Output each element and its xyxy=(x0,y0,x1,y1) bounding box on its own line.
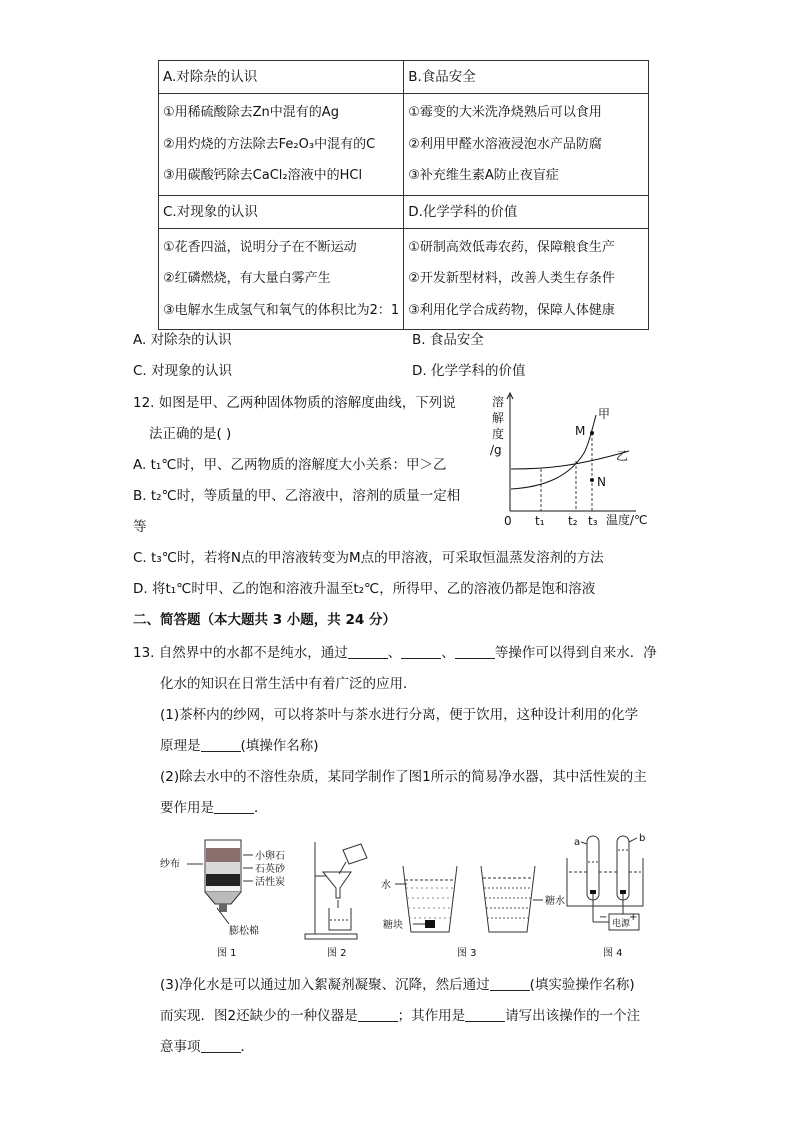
answer-blank[interactable] xyxy=(201,737,241,752)
answer-blank[interactable] xyxy=(465,1007,505,1022)
q12-option-b-line1: B. t₂℃时，等质量的甲、乙溶液中，溶剂的质量一定相 xyxy=(133,488,461,504)
point-m xyxy=(590,431,594,435)
fig4-label-a: a xyxy=(574,837,581,848)
q13-p1-line2 xyxy=(160,736,319,756)
cell-c-body xyxy=(159,228,404,330)
text-span: ；其作用是 xyxy=(397,1008,466,1024)
cell-a-row: ①用稀硫酸除去Zn中混有的Ag xyxy=(163,105,339,120)
fig4-label-minus: − xyxy=(599,912,608,923)
text-span: (填操作名称) xyxy=(240,738,319,754)
sand-layer xyxy=(206,862,240,874)
curve-label-b: 乙 xyxy=(616,449,629,463)
fig3-label-sugarwater: 糖水 xyxy=(545,896,565,907)
q13-p1-line1: (1)茶杯内的纱网，可以将茶叶与茶水进行分离，便于饮用，这种设计利用的化学 xyxy=(160,707,639,723)
cell-b-body xyxy=(404,94,649,196)
text-span: (3)净化水是可以通过加入絮凝剂凝聚、沉降，然后通过 xyxy=(160,977,490,993)
answer-blank[interactable] xyxy=(455,644,495,659)
fig1-label-pebble: 小卵石 xyxy=(255,851,285,862)
fig1-label-carbon: 活性炭 xyxy=(255,877,285,888)
q11-option-a: A. 对除杂的认识 xyxy=(133,332,232,348)
q13-line1-pre: 13. 自然界中的水都不是纯水，通过 xyxy=(133,645,348,661)
answer-blank[interactable] xyxy=(348,644,388,659)
text-span: 而实现．图2还缺少的一种仪器是 xyxy=(160,1008,358,1024)
cell-c-header: C.对现象的认识 xyxy=(159,195,404,228)
fig1-label-cotton: 膨松棉 xyxy=(229,926,259,937)
q13-p2-line1: (2)除去水中的不溶性杂质，某同学制作了图1所示的简易净水器，其中活性炭的主 xyxy=(160,769,647,785)
q13-line1 xyxy=(133,643,657,663)
cotton-layer xyxy=(206,886,240,891)
q12-option-c: C. t₃℃时，若将N点的甲溶液转变为M点的甲溶液，可采取恒温蒸发溶剂的方法 xyxy=(133,550,604,566)
text-span: 原理是 xyxy=(160,738,201,754)
text-span: ． xyxy=(240,1039,254,1055)
q11-option-d: D. 化学学科的价值 xyxy=(412,363,526,379)
option-table xyxy=(158,60,649,330)
graph-tick-t3: t₃ xyxy=(588,514,598,528)
fig2-caption: 图 2 xyxy=(327,948,347,959)
q13-p2-line2 xyxy=(160,798,268,818)
fig4-label-plus: + xyxy=(629,912,638,923)
q13-p3-line2 xyxy=(160,1006,640,1026)
point-label-m: M xyxy=(575,424,586,438)
fig1-label-gauze: 纱布 xyxy=(160,859,180,870)
solubility-graph xyxy=(484,385,674,535)
cell-a-header: A.对除杂的认识 xyxy=(159,61,404,94)
q13-p3-line3 xyxy=(160,1037,254,1057)
text-span: (填实验操作名称) xyxy=(529,977,635,993)
fig3-label-water: 水 xyxy=(381,880,391,891)
cell-d-row: ①研制高效低毒农药，保障粮食生产 xyxy=(408,239,615,255)
carbon-layer xyxy=(206,874,240,886)
answer-blank[interactable] xyxy=(358,1007,398,1022)
cell-b-row: ②利用甲醛水溶液浸泡水产品防腐 xyxy=(408,136,602,152)
answer-blank[interactable] xyxy=(201,1038,241,1053)
fig4-label-b: b xyxy=(639,833,646,844)
graph-xlabel: 温度/℃ xyxy=(606,513,648,527)
graph-ylabel: 溶 xyxy=(492,395,505,409)
graph-ylabel: 解 xyxy=(492,411,505,425)
cell-b-header: B.食品安全 xyxy=(404,61,649,94)
cell-d-row: ②开发新型材料，改善人类生存条件 xyxy=(408,271,615,286)
q11-option-b: B. 食品安全 xyxy=(412,332,484,348)
figure-2 xyxy=(305,842,367,959)
fig3-caption: 图 3 xyxy=(457,948,477,959)
answer-blank[interactable] xyxy=(490,976,530,991)
q13-p3-line1 xyxy=(160,975,635,995)
q11-option-c: C. 对现象的认识 xyxy=(133,363,233,379)
fig3-label-sugar: 糖块 xyxy=(383,920,403,931)
figure-3 xyxy=(381,866,565,959)
graph-origin: 0 xyxy=(504,514,512,528)
q13-sep: 、 xyxy=(441,645,455,661)
cell-c-row: ③电解水生成氢气和氧气的体积比为2：1 xyxy=(163,302,400,318)
cell-d-body xyxy=(404,228,649,330)
graph-tick-t1: t₁ xyxy=(535,514,545,528)
q12-stem-line2: 法正确的是( ) xyxy=(149,426,232,442)
fig1-label-sand: 石英砂 xyxy=(255,864,285,875)
text-span: ． xyxy=(254,800,268,816)
point-label-n: N xyxy=(597,475,606,489)
q13-sep: 、 xyxy=(387,645,402,661)
fig4-label-power: 电源 xyxy=(612,919,631,929)
curve-label-a: 甲 xyxy=(598,407,611,421)
curve-b xyxy=(511,451,629,469)
cell-c-row: ②红磷燃烧，有大量白雾产生 xyxy=(163,271,331,286)
cell-b-row: ①霉变的大米洗净烧熟后可以食用 xyxy=(408,105,602,120)
q12-option-a: A. t₁℃时，甲、乙两物质的溶解度大小关系：甲＞乙 xyxy=(133,457,447,473)
text-span: 意事项 xyxy=(160,1039,201,1055)
q12-option-d: D. 将t₁℃时甲、乙的饱和溶液升温至t₂℃，所得甲、乙的溶液仍都是饱和溶液 xyxy=(133,581,596,597)
graph-ylabel: /g xyxy=(490,443,502,457)
point-n xyxy=(590,478,594,482)
figure-1 xyxy=(160,840,286,959)
cell-a-row: ③用碳酸钙除去CaCl₂溶液中的HCl xyxy=(163,168,363,183)
answer-blank[interactable] xyxy=(401,644,441,659)
text-span: 请写出该操作的一个注 xyxy=(505,1008,641,1024)
fig4-caption: 图 4 xyxy=(603,948,623,959)
cell-b-row: ③补充维生素A防止夜盲症 xyxy=(408,168,559,183)
cell-a-row: ②用灼烧的方法除去Fe₂O₃中混有的C xyxy=(163,136,376,152)
q12-stem-line1: 12. 如图是甲、乙两种固体物质的溶解度曲线，下列说 xyxy=(133,395,456,411)
graph-ylabel: 度 xyxy=(492,427,505,441)
fig1-caption: 图 1 xyxy=(217,948,237,959)
cell-d-header: D.化学学科的价值 xyxy=(404,195,649,228)
q12-option-b-line2: 等 xyxy=(133,519,147,535)
text-span: 要作用是 xyxy=(160,800,214,816)
cell-c-row: ①花香四溢，说明分子在不断运动 xyxy=(163,239,357,255)
pebble-layer xyxy=(206,848,240,862)
graph-tick-t2: t₂ xyxy=(568,514,578,528)
figure-4 xyxy=(567,833,645,959)
section-heading: 二、简答题（本大题共 3 小题，共 24 分） xyxy=(133,612,396,628)
cell-d-row: ③利用化学合成药物，保障人体健康 xyxy=(408,302,615,318)
cell-a-body xyxy=(159,94,404,196)
q13-line2: 化水的知识在日常生活中有着广泛的应用． xyxy=(160,676,417,692)
figures-row xyxy=(155,828,665,966)
answer-blank[interactable] xyxy=(214,799,254,814)
q13-line1-post: 等操作可以得到自来水．净 xyxy=(494,645,657,661)
